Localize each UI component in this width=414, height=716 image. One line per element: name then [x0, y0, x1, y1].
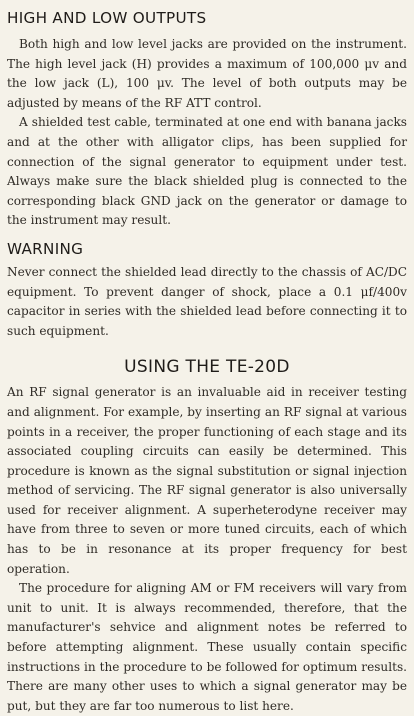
paragraph-output-jacks: Both high and low level jacks are provided on the instrument. The high level jack (H) provides a maximum of 100,000 μv and the low jack (L), 100 μv. The level of both outputs may be adjusted by means of the RF ATT control.	[7, 37, 407, 110]
paragraph-alignment-procedure: The procedure for aligning AM or FM receivers will vary from unit to unit. It is always recommended, therefore, that the manufacturer's sehvice and alignment notes be referred to before attempting alignment. These usually contain specific instructions in the procedure to be followed for optimum results. There are many other uses to which a signal generator may be put, but they are far too numerous to list here.	[7, 581, 407, 713]
paragraph-rf-generator-uses: An RF signal generator is an invaluable aid in receiver testing and alignment. For example, by inserting an RF signal at various points in a receiver, the proper functioning of each stage and its associated coupling circuits can easily be determined. This procedure is known as the signal substitution or signal injection method of servicing. The RF signal generator is also universally used for receiver alignment. A superheterodyne receiver may have from three to seven or more tuned circuits, each of which has to be in resonance at its proper frequency for best operation.	[7, 385, 407, 576]
paragraph-warning: Never connect the shielded lead directly to the chassis of AC/DC equipment. To prevent danger of shock, place a 0.1 μf/400v capacitor in series with the shielded lead before connecting it to such equipment.	[7, 264, 407, 338]
heading-high-low-outputs: HIGH AND LOW OUTPUTS	[7, 9, 207, 27]
heading-using-te-20d: USING THE TE-20D	[124, 357, 290, 378]
paragraph-test-cable: A shielded test cable, terminated at one end with banana jacks and at the other with alligator clips, has been supplied for connection of the signal generator to equipment under test. Always make sure the black shielded plug is connected to the corresponding black GND jack on the generator or damage to the instrument may result.	[7, 115, 407, 228]
heading-warning: WARNING	[7, 239, 84, 258]
